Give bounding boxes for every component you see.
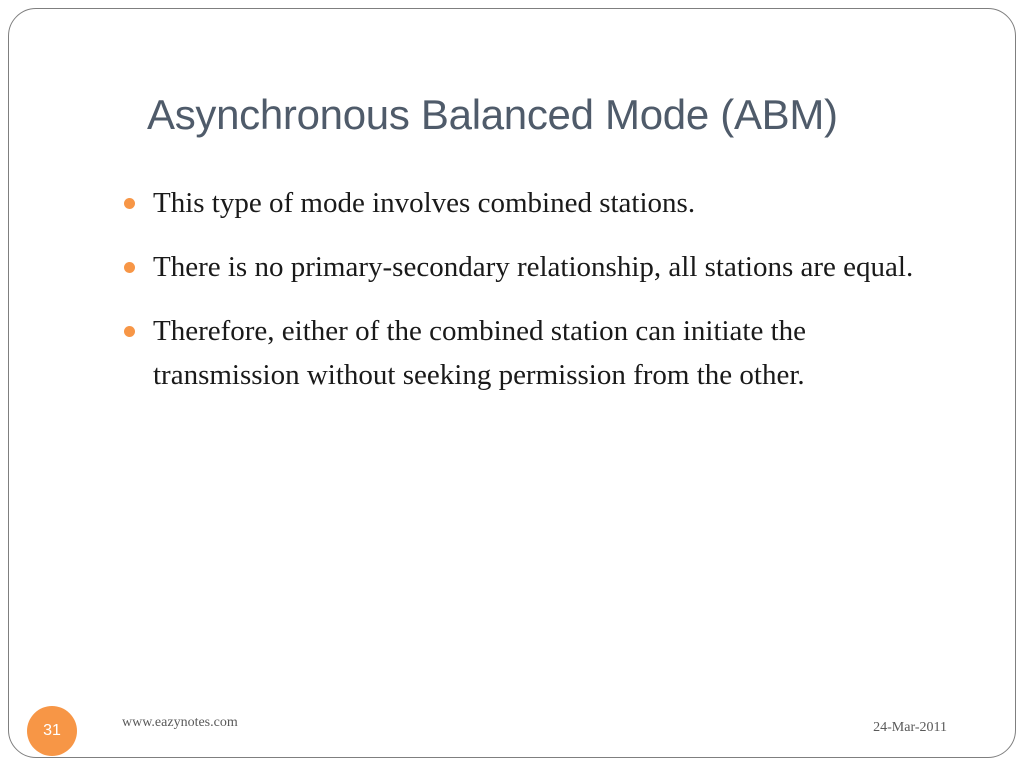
bullet-text: Therefore, either of the combined station can initiate the transmission without seeking permission from the other. <box>153 315 807 391</box>
list-item <box>121 181 931 225</box>
footer-date: 24-Mar-2011 <box>873 720 947 735</box>
bullet-icon <box>124 262 135 273</box>
bullet-icon <box>124 326 135 337</box>
bullet-text: This type of mode involves combined stations. <box>153 187 696 219</box>
bullet-list <box>121 181 931 417</box>
slide-frame <box>8 8 1016 758</box>
page-number-badge: 31 <box>27 706 77 756</box>
bullet-text: There is no primary-secondary relationship, all stations are equal. <box>153 251 914 283</box>
bullet-icon <box>124 198 135 209</box>
slide-title: Asynchronous Balanced Mode (ABM) <box>147 91 838 138</box>
list-item <box>121 309 931 397</box>
list-item <box>121 245 931 289</box>
footer-url: www.eazynotes.com <box>122 715 238 730</box>
